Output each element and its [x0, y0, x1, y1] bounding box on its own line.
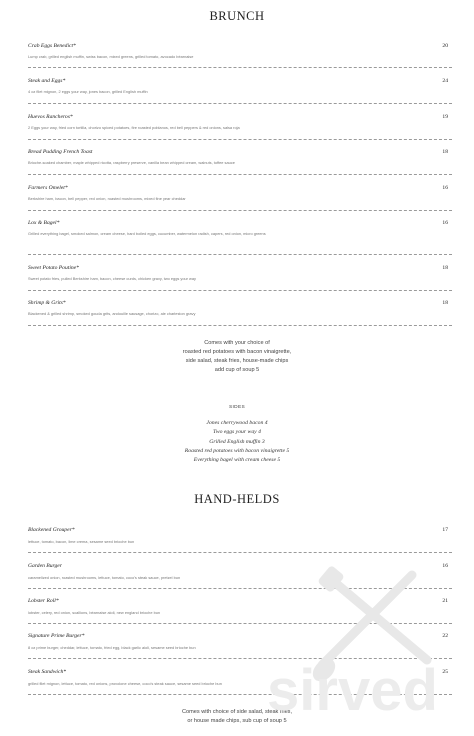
item-description: 8 oz prime burger, cheddar, lettuce, tomato, fried egg, black garlic aioli, sesame seed brioche bun: [28, 645, 196, 650]
item-name: Shrimp & Grits*: [28, 300, 66, 306]
side-item: Roasted red potatoes with bacon vinaigrette 5: [184, 447, 290, 454]
item-description: lobster, celery, red onion, scallions, béarnaise aioli, new england brioche bun: [28, 610, 161, 615]
item-description: caramelized onion, roasted mushrooms, lettuce, tomato, coco's steak sauce, pretzel bun: [28, 575, 181, 580]
item-description: grilled filet mignon, lettuce, tomato, red onions, provolone cheese, coco's steak sauce, sesame seed brioche bun: [28, 681, 222, 686]
item-name: Steak Sandwich*: [28, 669, 67, 675]
item-price: 19: [442, 114, 448, 120]
side-item: Jones cherrywood bacon 4: [206, 420, 268, 426]
item-price: 18: [442, 300, 448, 306]
sides-title: SIDES: [229, 405, 245, 410]
item-description: Sweet potato fries, pulled Berkshire ham, bacon, cheese curds, chicken gravy, two eggs your way: [28, 276, 196, 281]
item-price: 18: [442, 149, 448, 155]
divider: [28, 174, 452, 175]
item-name: Farmers Omelet*: [28, 185, 68, 191]
note-line: or house made chips, sub cup of soup 5: [187, 718, 287, 724]
item-name: Lox & Bagel*: [28, 220, 60, 226]
sirved-watermark: [262, 560, 462, 730]
item-price: 21: [442, 598, 448, 604]
item-price: 20: [442, 43, 448, 49]
item-price: 16: [442, 220, 448, 226]
item-price: 16: [442, 185, 448, 191]
item-price: 18: [442, 265, 448, 271]
item-name: Lobster Roll*: [28, 598, 59, 604]
watermark-text: sirved: [267, 658, 438, 723]
item-name: Steak and Eggs*: [28, 78, 66, 84]
item-description: lettuce, tomato, bacon, lime crema, sesame seed brioche bun: [28, 539, 135, 544]
item-price: 16: [442, 563, 448, 569]
side-item: Grilled English muffin 3: [209, 438, 265, 445]
item-description: Berkshire ham, bacon, bell pepper, red onion, roasted mushrooms, mixed fine year cheddar: [28, 196, 186, 201]
item-description: Blackened & grilled shrimp, smoked gouda grits, andouille sausage, chorizo, ale charleston gravy: [28, 311, 196, 316]
item-description: Brioche-soaked chamber, maple whipped ricotta, raspberry preserve, vanilla bean whipped cream, walnuts, toffee sauce: [28, 160, 235, 165]
item-name: Bread Pudding French Toast: [28, 149, 93, 155]
item-description: 4 oz filet mignon, 2 eggs your way, jones bacon, grilled English muffin: [28, 89, 148, 94]
divider: [28, 67, 452, 68]
note-line: Comes with your choice of: [204, 340, 270, 346]
item-description: Lump crab, grilled english muffin, swiss bacon, mixed greens, grilled tomato, avocado béarnaise: [28, 54, 194, 59]
fork-knife-icon: [262, 560, 462, 730]
note-line: Comes with choice of side salad, steak fries,: [181, 709, 293, 715]
side-item: Everything bagel with cream cheese 5: [193, 457, 281, 464]
divider: [28, 552, 452, 553]
divider: [28, 290, 452, 291]
item-name: Blackened Grouper*: [28, 527, 75, 533]
note-line: side salad, steak fries, house-made chips: [185, 358, 289, 364]
divider: [28, 139, 452, 140]
note-line: add cup of soup 5: [214, 367, 260, 373]
item-name: Huevos Rancheros*: [28, 114, 73, 120]
item-description: 2 Eggs your way, fried corn tortilla, chorizo spiced potatoes, fire roasted poblanos, red bell peppers & red onions, salsa roja: [28, 125, 240, 130]
brunch-title: BRUNCH: [209, 9, 265, 23]
item-name: Signature Prime Burger*: [28, 633, 85, 639]
item-description: Grilled everything bagel, smoked salmon, cream cheese, hard boiled eggs, cucumber, watermelon radish, capers, red onion, micro greens: [28, 231, 266, 236]
divider: [28, 325, 452, 326]
item-price: 24: [442, 78, 448, 84]
item-name: Sweet Potato Poutine*: [28, 265, 79, 271]
brunch-sides-note: [0, 339, 474, 375]
item-name: Garden Burger: [28, 563, 62, 569]
note-line: roasted red potatoes with bacon vinaigrette,: [182, 349, 292, 355]
divider: [28, 210, 452, 211]
divider: [28, 254, 452, 255]
side-item: Two eggs your way 4: [213, 429, 261, 436]
handhelds-title: HAND-HELDS: [194, 492, 280, 506]
item-price: 22: [442, 633, 448, 639]
item-price: 25: [442, 669, 448, 675]
sides-list: [0, 419, 474, 465]
item-name: Crab Eggs Benedict*: [28, 43, 76, 49]
item-price: 17: [442, 527, 448, 533]
divider: [28, 103, 452, 104]
